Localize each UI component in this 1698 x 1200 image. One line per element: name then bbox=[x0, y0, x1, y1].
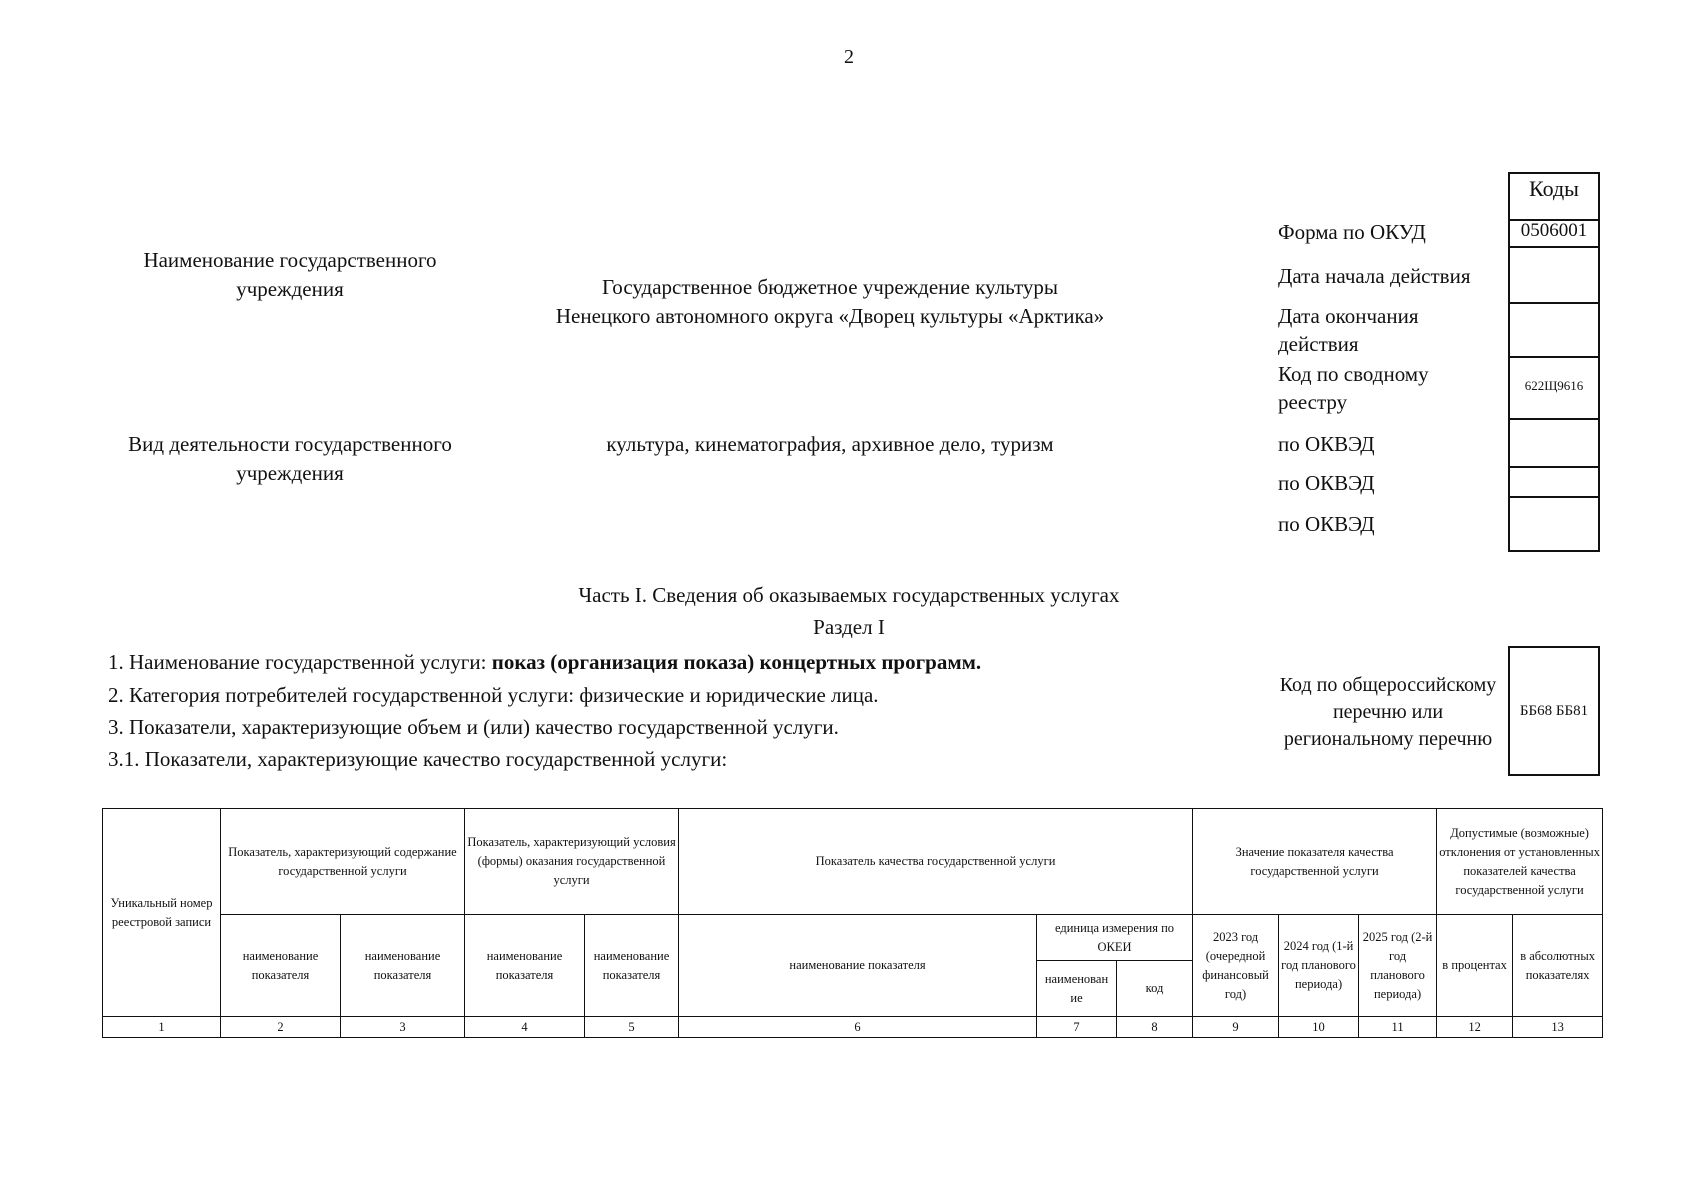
group-deviation: Допустимые (возможные) отклонения от установленных показателей качества государственной услуги bbox=[1437, 809, 1603, 915]
end-date-label bbox=[1278, 302, 1419, 358]
codes-divider bbox=[1508, 302, 1600, 304]
col-number: 9 bbox=[1193, 1017, 1279, 1038]
registry-label-line2: реестру bbox=[1278, 390, 1348, 414]
quality-table bbox=[102, 808, 1603, 1038]
group-value: Значение показателя качества государственной услуги bbox=[1193, 809, 1437, 915]
institution-name-line1: Государственное бюджетное учреждение культуры bbox=[602, 275, 1058, 299]
activity-value: культура, кинематография, архивное дело, туризм bbox=[606, 432, 1054, 456]
codes-divider bbox=[1508, 246, 1600, 248]
col-number: 13 bbox=[1513, 1017, 1603, 1038]
catalog-code-box bbox=[1508, 646, 1600, 776]
group-content: Показатель, характеризующий содержание государственной услуги bbox=[221, 809, 465, 915]
sub-indicator-name: наименование показателя bbox=[679, 915, 1037, 1017]
sub-name-2: наименование показателя bbox=[221, 915, 341, 1017]
institution-label bbox=[100, 246, 480, 304]
registry-value: 622Щ9616 bbox=[1524, 378, 1584, 393]
table-header-row bbox=[103, 809, 1603, 915]
catalog-value: ББ68 ББ81 bbox=[1519, 702, 1589, 719]
activity-label bbox=[100, 430, 480, 488]
codes-divider bbox=[1508, 466, 1600, 468]
catalog-label-line3: региональному перечню bbox=[1283, 728, 1493, 750]
col-number: 7 bbox=[1037, 1017, 1117, 1038]
codes-title: Коды bbox=[1529, 176, 1579, 201]
catalog-label-line1: Код по общероссийскому bbox=[1279, 674, 1497, 696]
sub-name-3: наименование показателя bbox=[341, 915, 465, 1017]
okved-label-3: по ОКВЭД bbox=[1278, 512, 1375, 536]
col-number: 1 bbox=[103, 1017, 221, 1038]
registry-label-line1: Код по сводному bbox=[1278, 362, 1429, 386]
section-title: Раздел I bbox=[813, 615, 885, 639]
okved-label-2: по ОКВЭД bbox=[1278, 471, 1375, 495]
end-date-label-line2: действия bbox=[1278, 332, 1359, 356]
col-number: 8 bbox=[1117, 1017, 1193, 1038]
activity-label-line1: Вид деятельности государственного bbox=[128, 432, 452, 456]
sub-unit: единица измерения по ОКЕИ bbox=[1037, 915, 1193, 961]
dev-absolute: в абсолютных показателях bbox=[1513, 915, 1603, 1017]
institution-label-line2: учреждения bbox=[236, 277, 344, 301]
col-number: 4 bbox=[465, 1017, 585, 1038]
institution-label-line1: Наименование государственного bbox=[143, 248, 437, 272]
item-service-name-prefix: 1. Наименование государственной услуги: bbox=[108, 650, 492, 674]
institution-name bbox=[480, 273, 1180, 331]
end-date-label-line1: Дата окончания bbox=[1278, 304, 1419, 328]
item-quality-indicators: 3.1. Показатели, характеризующие качество государственной услуги: bbox=[108, 747, 728, 771]
col-number: 6 bbox=[679, 1017, 1037, 1038]
okud-value: 0506001 bbox=[1520, 220, 1588, 241]
institution-name-line2: Ненецкого автономного округа «Дворец культуры «Арктика» bbox=[555, 304, 1105, 328]
group-conditions: Показатель, характеризующий условия (формы) оказания государственной услуги bbox=[465, 809, 679, 915]
okud-label: Форма по ОКУД bbox=[1278, 220, 1426, 244]
catalog-label-line2: перечню или bbox=[1332, 701, 1444, 723]
codes-divider bbox=[1508, 356, 1600, 358]
year-2024: 2024 год (1-й год планового периода) bbox=[1279, 915, 1359, 1017]
registry-label bbox=[1278, 360, 1429, 416]
item-consumers: 2. Категория потребителей государственной услуги: физические и юридические лица. bbox=[108, 683, 879, 707]
catalog-label bbox=[1278, 672, 1498, 753]
activity-label-line2: учреждения bbox=[236, 461, 344, 485]
group-quality: Показатель качества государственной услуги bbox=[679, 809, 1193, 915]
col-number: 5 bbox=[585, 1017, 679, 1038]
col-registry-number: Уникальный номер реестровой записи bbox=[103, 809, 221, 1017]
item-service-name bbox=[108, 648, 981, 677]
codes-divider bbox=[1508, 496, 1600, 498]
col-number: 12 bbox=[1437, 1017, 1513, 1038]
start-date-label: Дата начала действия bbox=[1278, 264, 1471, 288]
table-number-row bbox=[103, 1017, 1603, 1038]
table-subheader-row bbox=[103, 915, 1603, 961]
col-number: 3 bbox=[341, 1017, 465, 1038]
item-service-name-value: показ (организация показа) концертных программ. bbox=[491, 650, 982, 674]
okved-label-1: по ОКВЭД bbox=[1278, 432, 1375, 456]
col-number: 10 bbox=[1279, 1017, 1359, 1038]
sub-unit-code: код bbox=[1117, 961, 1193, 1017]
col-number: 11 bbox=[1359, 1017, 1437, 1038]
part-title: Часть I. Сведения об оказываемых государственных услугах bbox=[578, 583, 1120, 607]
sub-name-5: наименование показателя bbox=[585, 915, 679, 1017]
year-2025: 2025 год (2-й год планового периода) bbox=[1359, 915, 1437, 1017]
year-2023: 2023 год (очередной финансовый год) bbox=[1193, 915, 1279, 1017]
item-indicators: 3. Показатели, характеризующие объем и (или) качество государственной услуги. bbox=[108, 715, 839, 739]
codes-divider bbox=[1508, 418, 1600, 420]
page-number: 2 bbox=[844, 46, 854, 68]
sub-name-4: наименование показателя bbox=[465, 915, 585, 1017]
col-number: 2 bbox=[221, 1017, 341, 1038]
dev-percent: в процентах bbox=[1437, 915, 1513, 1017]
sub-unit-name: наименован ие bbox=[1037, 961, 1117, 1017]
